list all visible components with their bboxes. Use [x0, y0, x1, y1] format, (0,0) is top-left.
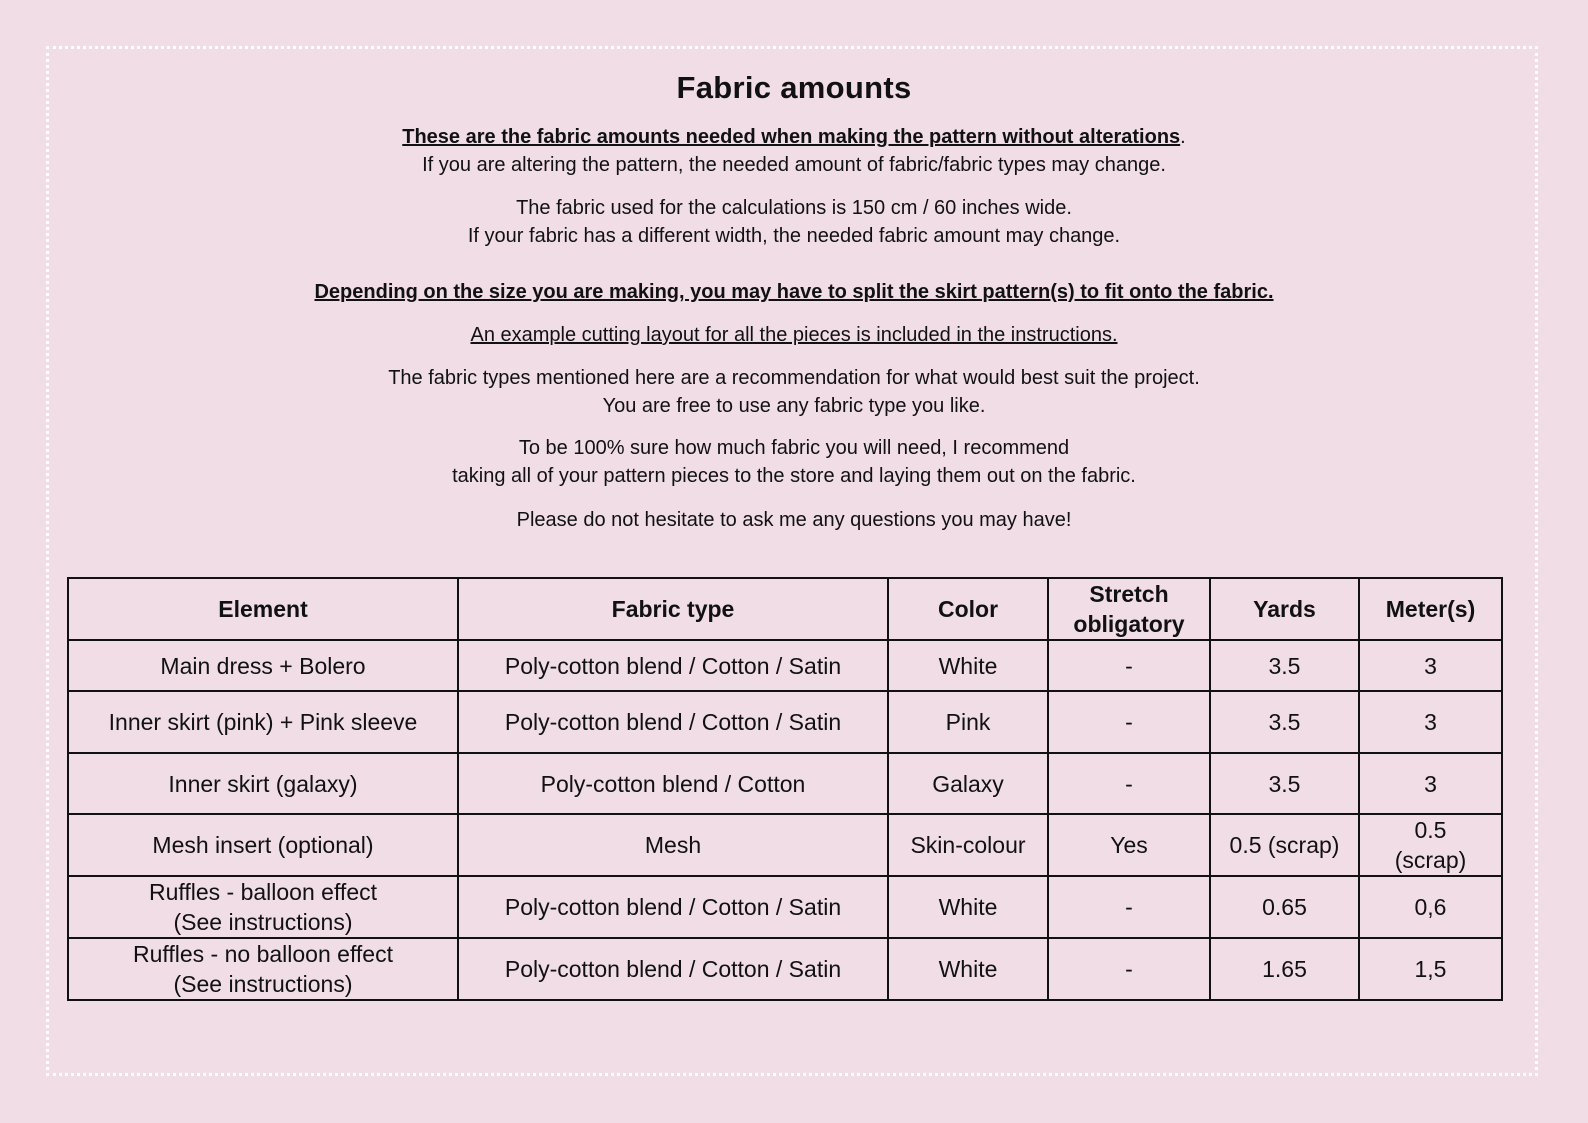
cell-stretch: -: [1048, 938, 1210, 1000]
intro-period: .: [1180, 126, 1186, 148]
intro-line-5: [0, 278, 1588, 306]
cell-meters: 1,5: [1359, 938, 1502, 1000]
cell-color: White: [888, 640, 1048, 691]
cell-color: Galaxy: [888, 753, 1048, 814]
cell-fabric-type: Mesh: [458, 814, 888, 876]
cell-yards: 3.5: [1210, 640, 1359, 691]
cell-element-text: Mesh insert (optional): [152, 832, 374, 858]
cell-fabric-type: Poly-cotton blend / Cotton / Satin: [458, 938, 888, 1000]
cell-element-line-2: (See instructions): [173, 971, 353, 997]
page-title: Fabric amounts: [676, 70, 912, 105]
cell-element-line-1: Ruffles - no balloon effect: [133, 941, 393, 967]
cell-element: [68, 876, 458, 938]
cell-stretch: -: [1048, 640, 1210, 691]
cell-element: [68, 753, 458, 814]
table-row: [68, 876, 1502, 938]
intro-line-9: To be 100% sure how much fabric you will need, I recommend: [518, 437, 1070, 459]
header-stretch-line-1: Stretch: [1089, 581, 1169, 607]
intro-line-7: The fabric types mentioned here are a recommendation for what would best suit the project.: [388, 367, 1200, 389]
cell-meters: 3: [1359, 640, 1502, 691]
intro-line-1: [0, 123, 1588, 151]
cell-element-line-2: (See instructions): [173, 909, 353, 935]
header-element: Element: [68, 578, 458, 640]
cell-element-text: Inner skirt (galaxy): [168, 770, 358, 797]
cell-element-line-1: Ruffles - balloon effect: [148, 879, 377, 905]
intro-line-2: If you are altering the pattern, the needed amount of fabric/fabric types may change.: [422, 154, 1166, 176]
table-row: [68, 753, 1502, 814]
cell-element: [68, 938, 458, 1000]
cell-color: White: [888, 876, 1048, 938]
intro-line-11: Please do not hesitate to ask me any questions you may have!: [516, 509, 1072, 531]
table-row: [68, 640, 1502, 691]
cell-color: Pink: [888, 691, 1048, 753]
cutting-layout-note: An example cutting layout for all the pieces is included in the instructions.: [470, 324, 1118, 346]
fabric-amounts-table: [67, 577, 1503, 1001]
cell-fabric-type: Poly-cotton blend / Cotton / Satin: [458, 876, 888, 938]
cell-yards: 1.65: [1210, 938, 1359, 1000]
cell-meters: 3: [1359, 691, 1502, 753]
cell-fabric-type: Poly-cotton blend / Cotton / Satin: [458, 640, 888, 691]
cell-yards: 0.5 (scrap): [1210, 814, 1359, 876]
cell-stretch: -: [1048, 753, 1210, 814]
cell-element: [68, 814, 458, 876]
intro-line-4: If your fabric has a different width, the needed fabric amount may change.: [467, 225, 1121, 247]
cell-color: Skin-colour: [888, 814, 1048, 876]
table-row: [68, 938, 1502, 1000]
header-fabric-type: Fabric type: [458, 578, 888, 640]
intro-emphasis: These are the fabric amounts needed when making the pattern without alterations: [402, 126, 1181, 148]
table-header-row: [68, 578, 1502, 640]
cell-stretch: Yes: [1048, 814, 1210, 876]
table-row: [68, 691, 1502, 753]
cell-stretch: -: [1048, 691, 1210, 753]
cell-element: [68, 640, 458, 691]
header-meters: Meter(s): [1359, 578, 1502, 640]
cell-element: [68, 691, 458, 753]
cell-stretch: -: [1048, 876, 1210, 938]
cell-meters: [1359, 814, 1502, 876]
header-stretch-line-2: obligatory: [1073, 611, 1185, 637]
intro-line-3: The fabric used for the calculations is 150 cm / 60 inches wide.: [516, 197, 1072, 219]
table-row: [68, 814, 1502, 876]
header-color: Color: [888, 578, 1048, 640]
cell-element-text: Inner skirt (pink) + Pink sleeve: [108, 709, 418, 735]
cell-color: White: [888, 938, 1048, 1000]
cell-yards: 0.65: [1210, 876, 1359, 938]
intro-line-8: You are free to use any fabric type you like.: [602, 395, 986, 417]
cell-meters-line-2: (scrap): [1394, 847, 1467, 873]
cell-fabric-type: Poly-cotton blend / Cotton: [458, 753, 888, 814]
cell-yards: 3.5: [1210, 753, 1359, 814]
cell-yards: 3.5: [1210, 691, 1359, 753]
intro-line-10: taking all of your pattern pieces to the store and laying them out on the fabric.: [452, 465, 1136, 487]
cell-element-text: Main dress + Bolero: [160, 652, 366, 679]
header-yards: Yards: [1210, 578, 1359, 640]
split-warning: Depending on the size you are making, you may have to split the skirt pattern(s) to fit onto the fabric.: [314, 281, 1274, 303]
header-stretch: [1048, 578, 1210, 640]
cell-fabric-type: Poly-cotton blend / Cotton / Satin: [458, 691, 888, 753]
cell-meters: 0,6: [1359, 876, 1502, 938]
intro-line-6: [0, 321, 1588, 349]
cell-meters: 3: [1359, 753, 1502, 814]
cell-meters-line-1: 0.5: [1414, 817, 1447, 843]
